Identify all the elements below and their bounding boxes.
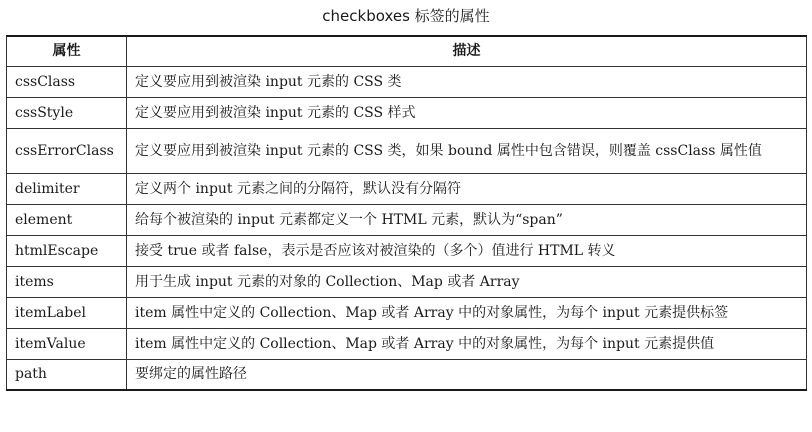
table-row <box>7 235 807 266</box>
attribute-name: itemLabel <box>7 297 127 328</box>
attribute-name: element <box>7 204 127 235</box>
table-caption: checkboxes 标签的属性 <box>322 7 490 25</box>
attribute-name: delimiter <box>7 173 127 204</box>
attribute-name: cssStyle <box>7 97 127 128</box>
table-row <box>7 297 807 328</box>
attribute-description: 接受 true 或者 false，表示是否应该对被渲染的（多个）值进行 HTML 转义 <box>127 235 807 266</box>
attribute-description: 用于生成 input 元素的对象的 Collection、Map 或者 Array <box>127 266 807 297</box>
header-attribute: 属性 <box>7 36 127 66</box>
attribute-name: path <box>7 359 127 390</box>
table-row <box>7 204 807 235</box>
header-row <box>7 36 807 66</box>
table-row <box>7 66 807 97</box>
attribute-description: 定义要应用到被渲染 input 元素的 CSS 类 <box>127 66 807 97</box>
table-row <box>7 266 807 297</box>
attribute-description: 给每个被渲染的 input 元素都定义一个 HTML 元素，默认为“span” <box>127 204 807 235</box>
attribute-description: 定义要应用到被渲染 input 元素的 CSS 样式 <box>127 97 807 128</box>
table-row <box>7 97 807 128</box>
attribute-name: items <box>7 266 127 297</box>
attribute-name: htmlEscape <box>7 235 127 266</box>
attribute-description: 定义两个 input 元素之间的分隔符，默认没有分隔符 <box>127 173 807 204</box>
attribute-name: cssClass <box>7 66 127 97</box>
table-row <box>7 359 807 390</box>
table-row <box>7 128 807 173</box>
table-row <box>7 173 807 204</box>
table-row <box>7 328 807 359</box>
attribute-name: itemValue <box>7 328 127 359</box>
attribute-description: item 属性中定义的 Collection、Map 或者 Array 中的对象属性，为每个 input 元素提供值 <box>127 328 807 359</box>
attribute-name: cssErrorClass <box>7 128 127 173</box>
attributes-table <box>6 35 807 391</box>
attribute-description: item 属性中定义的 Collection、Map 或者 Array 中的对象属性，为每个 input 元素提供标签 <box>127 297 807 328</box>
header-description: 描述 <box>127 36 807 66</box>
table-header <box>7 36 807 66</box>
attribute-description: 要绑定的属性路径 <box>127 359 807 390</box>
attribute-description: 定义要应用到被渲染 input 元素的 CSS 类，如果 bound 属性中包含错误，则覆盖 cssClass 属性值 <box>127 128 807 173</box>
table-body <box>7 66 807 390</box>
